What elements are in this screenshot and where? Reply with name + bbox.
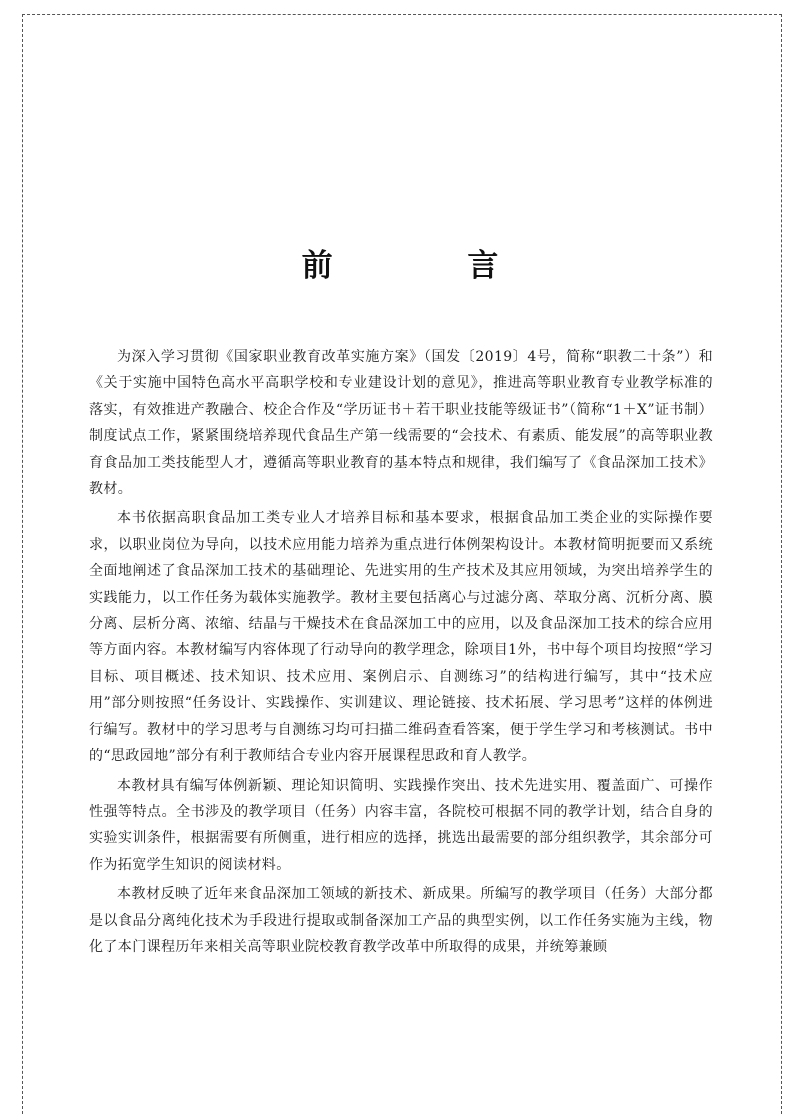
preface-body (89, 344, 713, 963)
paragraph-4: 本教材反映了近年来食品深加工领域的新技术、新成果。所编写的教学项目（任务）大部分都是以食品分离纯化技术为手段进行提取或制备深加工产品的典型实例，以工作任务实施为主线，物化了本门课程历年来相关高等职业院校教育教学改革中所取得的成果，并统筹兼顾 (89, 886, 713, 955)
page-title: 前 言 (301, 248, 561, 284)
paragraph-3: 本教材具有编写体例新颖、理论知识简明、实践操作突出、技术先进实用、覆盖面广、可操作性强等特点。全书涉及的教学项目（任务）内容丰富，各院校可根据不同的教学计划，结合自身的实验实训条件，根据需要有所侧重，进行相应的选择，挑选出最需要的部分组织教学，其余部分可作为拓宽学生知识的阅读材料。 (89, 777, 713, 873)
paragraph-2: 本书依据高职食品加工类专业人才培养目标和基本要求，根据食品加工类企业的实际操作要求，以职业岗位为导向，以技术应用能力培养为重点进行体例架构设计。本教材简明扼要而又系统全面地阐述了食品深加工技术的基础理论、先进实用的生产技术及其应用领域，为突出培养学生的实践能力，以工作任务为载体实施教学。教材主要包括离心与过滤分离、萃取分离、沉析分离、膜分离、层析分离、浓缩、结晶与干燥技术在食品深加工中的应用，以及食品深加工技术的综合应用等方面内容。本教材编写内容体现了行动导向的教学理念，除项目1外，书中每个项目均按照“学习目标、项目概述、技术知识、技术应用、案例启示、自测练习”的结构进行编写，其中“技术应用”部分则按照“任务设计、实践操作、实训建议、理论链接、技术拓展、学习思考”这样的体例进行编写。教材中的学习思考与自测练习均可扫描二维码查看答案，便于学生学习和考核测试。书中的“思政园地”部分有利于教师结合专业内容开展课程思政和育人教学。 (89, 510, 713, 765)
paragraph-1: 为深入学习贯彻《国家职业教育改革实施方案》（国发〔2019〕4号，简称“职教二十条”）和《关于实施中国特色高水平高职学校和专业建设计划的意见》，推进高等职业教育专业教学标准的落实，有效推进产教融合、校企合作及“学历证书＋若干职业技能等级证书”（简称“1＋X”证书制）制度试点工作，紧紧围绕培养现代食品生产第一线需要的“会技术、有素质、能发展”的高等职业教育食品加工类技能型人才，遵循高等职业教育的基本特点和规律，我们编写了《食品深加工技术》教材。 (89, 349, 713, 498)
